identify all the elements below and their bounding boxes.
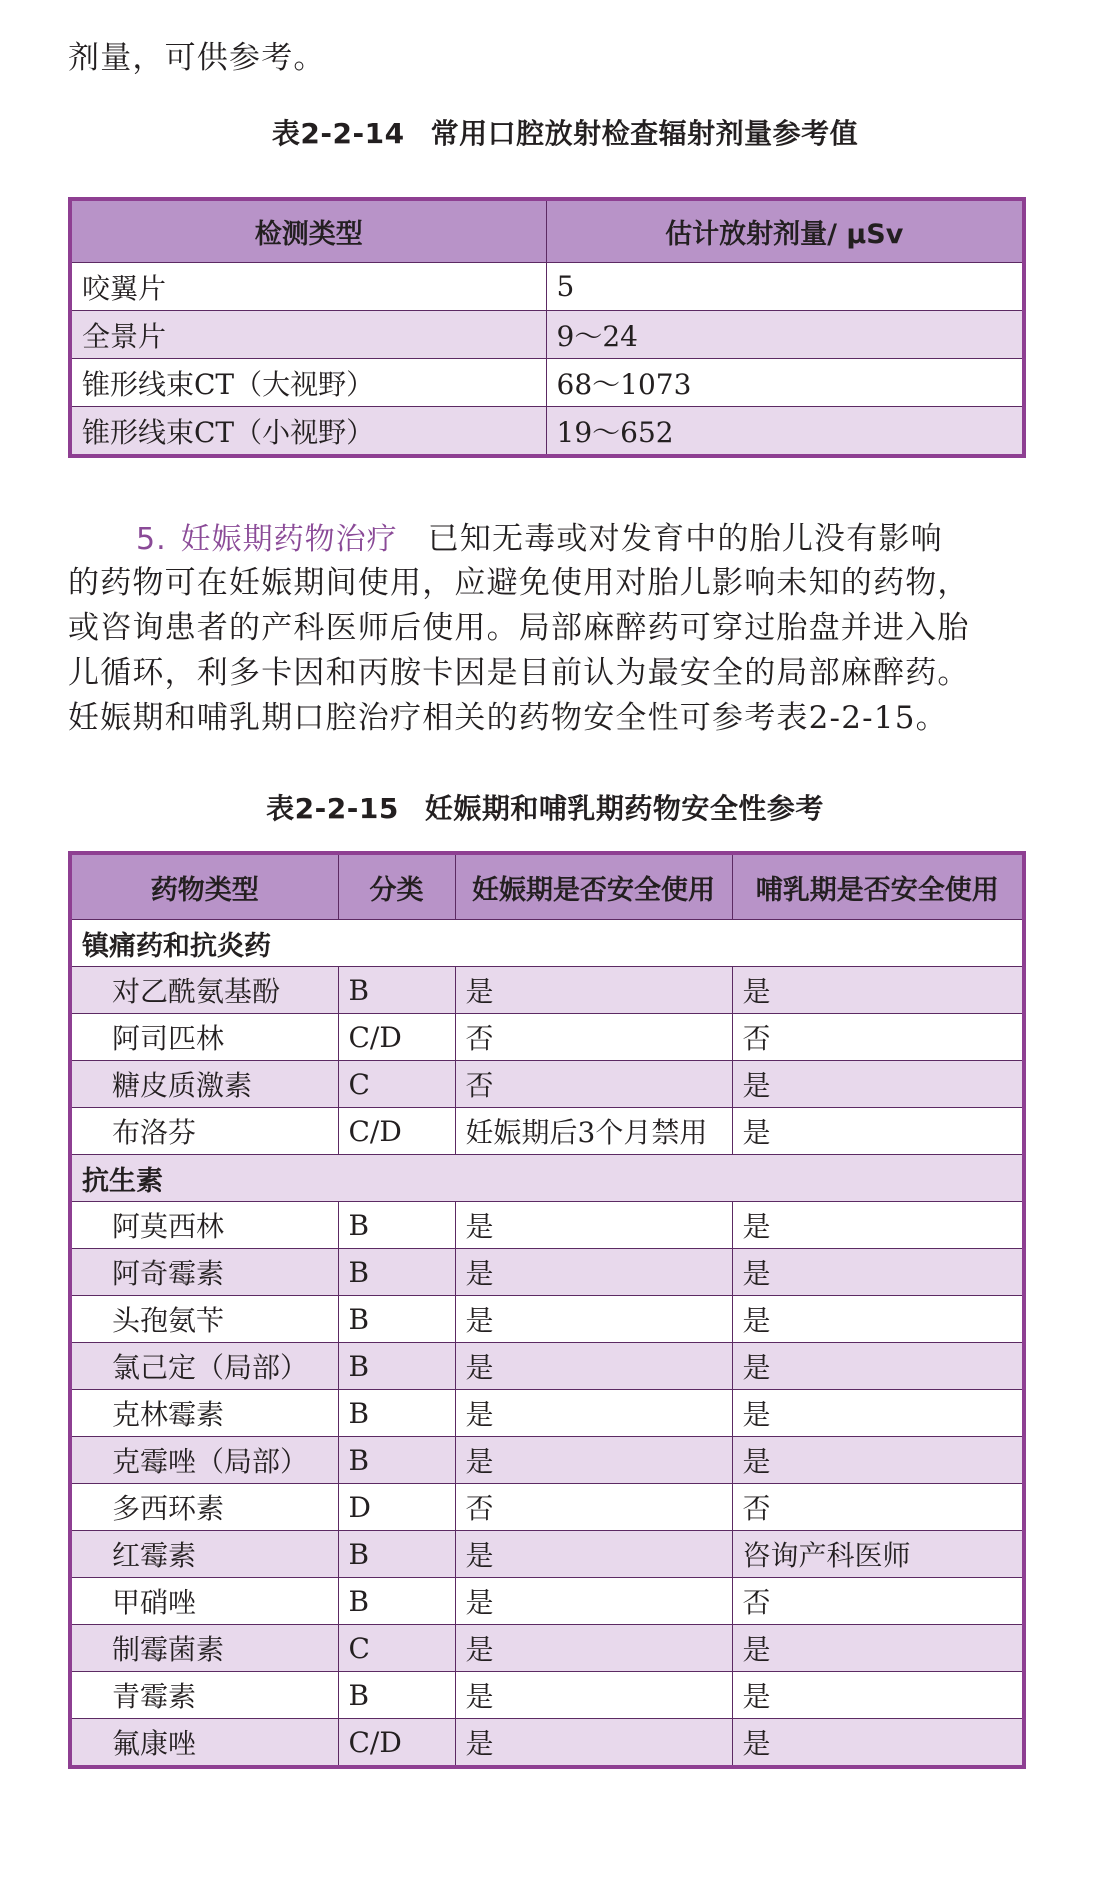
paragraph-line: 儿循环，利多卡因和丙胺卡因是目前认为最安全的局部麻醉药。: [68, 655, 970, 691]
pregnancy-cell: 是: [455, 1719, 732, 1768]
paragraph-line: 妊娠期和哺乳期口腔治疗相关的药物安全性可参考表2-2-15。: [68, 700, 948, 736]
lactation-cell: 是: [732, 1061, 1024, 1108]
pregnancy-cell: 是: [455, 1249, 732, 1296]
table2-caption-title: 妊娠期和哺乳期药物安全性参考: [424, 792, 824, 825]
table-cell: 9～24: [546, 311, 1024, 359]
table-row: [70, 967, 1024, 1014]
table-row: [70, 1672, 1024, 1719]
lactation-cell: 是: [732, 1672, 1024, 1719]
table-cell: 19～652: [546, 407, 1024, 457]
table-cell: 锥形线束CT（大视野）: [70, 359, 546, 407]
table-cell: 68～1073: [546, 359, 1024, 407]
table2-header-cell: 药物类型: [70, 853, 338, 920]
table-row: [70, 1014, 1024, 1061]
table-row: [70, 1249, 1024, 1296]
table2-caption-number: 表2-2-15: [266, 792, 399, 825]
table-row: [70, 359, 1024, 407]
table-row: [70, 1531, 1024, 1578]
pregnancy-cell: 是: [455, 1296, 732, 1343]
pregnancy-cell: 妊娠期后3个月禁用: [455, 1108, 732, 1155]
table2-header-cell: 哺乳期是否安全使用: [732, 853, 1024, 920]
table-row: [70, 1390, 1024, 1437]
table2-header-row: [70, 853, 1024, 920]
radiation-dose-table: [68, 197, 1026, 458]
category-cell: D: [338, 1484, 455, 1531]
table-row: [70, 1343, 1024, 1390]
drug-name-cell: 阿司匹林: [70, 1014, 338, 1061]
pregnancy-cell: 是: [455, 1578, 732, 1625]
intro-text: 剂量，可供参考。: [68, 40, 326, 76]
drug-name-cell: 对乙酰氨基酚: [70, 967, 338, 1014]
drug-name-cell: 制霉菌素: [70, 1625, 338, 1672]
category-cell: B: [338, 1531, 455, 1578]
lactation-cell: 是: [732, 1719, 1024, 1768]
section5-heading-text: 妊娠期药物治疗: [180, 522, 398, 557]
lactation-cell: 是: [732, 1343, 1024, 1390]
pregnancy-cell: 否: [455, 1014, 732, 1061]
drug-name-cell: 多西环素: [70, 1484, 338, 1531]
category-cell: C/D: [338, 1108, 455, 1155]
paragraph-line: 已知无毒或对发育中的胎儿没有影响: [427, 521, 943, 557]
pregnancy-cell: 是: [455, 1672, 732, 1719]
category-cell: C/D: [338, 1014, 455, 1061]
lactation-cell: 咨询产科医师: [732, 1531, 1024, 1578]
lactation-cell: 是: [732, 1108, 1024, 1155]
drug-name-cell: 阿奇霉素: [70, 1249, 338, 1296]
group-row: [70, 920, 1024, 967]
section5-heading: [136, 522, 398, 557]
category-cell: B: [338, 1202, 455, 1249]
drug-name-cell: 克霉唑（局部）: [70, 1437, 338, 1484]
table-cell: 5: [546, 263, 1024, 311]
drug-name-cell: 阿莫西林: [70, 1202, 338, 1249]
group-row: [70, 1155, 1024, 1202]
drug-name-cell: 糖皮质激素: [70, 1061, 338, 1108]
lactation-cell: 是: [732, 1437, 1024, 1484]
drug-safety-table: [68, 851, 1026, 1769]
table-row: [70, 263, 1024, 311]
table-row: [70, 311, 1024, 359]
table1-header-cell: 估计放射剂量/ μSv: [546, 199, 1024, 263]
drug-name-cell: 氟康唑: [70, 1719, 338, 1768]
pregnancy-cell: 是: [455, 1202, 732, 1249]
drug-name-cell: 红霉素: [70, 1531, 338, 1578]
lactation-cell: 否: [732, 1014, 1024, 1061]
drug-name-cell: 氯己定（局部）: [70, 1343, 338, 1390]
table-cell: 全景片: [70, 311, 546, 359]
table2-header-cell: 妊娠期是否安全使用: [455, 853, 732, 920]
category-cell: B: [338, 1437, 455, 1484]
category-cell: C: [338, 1625, 455, 1672]
table1-header-cell: 检测类型: [70, 199, 546, 263]
lactation-cell: 是: [732, 1249, 1024, 1296]
lactation-cell: 是: [732, 1390, 1024, 1437]
pregnancy-cell: 是: [455, 1531, 732, 1578]
pregnancy-cell: 否: [455, 1484, 732, 1531]
group-label: 抗生素: [70, 1155, 1024, 1202]
table-row: [70, 1202, 1024, 1249]
table-cell: 咬翼片: [70, 263, 546, 311]
lactation-cell: 否: [732, 1578, 1024, 1625]
drug-name-cell: 青霉素: [70, 1672, 338, 1719]
category-cell: C: [338, 1061, 455, 1108]
category-cell: B: [338, 1390, 455, 1437]
table-cell: 锥形线束CT（小视野）: [70, 407, 546, 457]
table1-caption: [55, 114, 1075, 154]
category-cell: B: [338, 1578, 455, 1625]
lactation-cell: 是: [732, 1296, 1024, 1343]
pregnancy-cell: 是: [455, 1625, 732, 1672]
section5-first-line: [136, 517, 943, 562]
table-row: [70, 1484, 1024, 1531]
category-cell: B: [338, 1343, 455, 1390]
table-row: [70, 1296, 1024, 1343]
drug-name-cell: 克林霉素: [70, 1390, 338, 1437]
table1-caption-number: 表2-2-14: [271, 117, 405, 150]
category-cell: B: [338, 967, 455, 1014]
table-row: [70, 1719, 1024, 1768]
table1-caption-title: 常用口腔放射检查辐射剂量参考值: [430, 117, 859, 150]
table1-header-row: [70, 199, 1024, 263]
paragraph-line: 或咨询患者的产科医师后使用。局部麻醉药可穿过胎盘并进入胎: [68, 610, 970, 646]
category-cell: B: [338, 1296, 455, 1343]
table2-caption: [35, 789, 1055, 829]
drug-name-cell: 甲硝唑: [70, 1578, 338, 1625]
table-row: [70, 407, 1024, 457]
category-cell: B: [338, 1672, 455, 1719]
pregnancy-cell: 是: [455, 967, 732, 1014]
table-row: [70, 1108, 1024, 1155]
table-row: [70, 1578, 1024, 1625]
section5-number: 5.: [136, 522, 167, 557]
table-row: [70, 1437, 1024, 1484]
category-cell: B: [338, 1249, 455, 1296]
table-row: [70, 1061, 1024, 1108]
lactation-cell: 是: [732, 967, 1024, 1014]
paragraph-line: 的药物可在妊娠期间使用，应避免使用对胎儿影响未知的药物，: [68, 565, 970, 601]
lactation-cell: 是: [732, 1202, 1024, 1249]
pregnancy-cell: 是: [455, 1437, 732, 1484]
lactation-cell: 是: [732, 1625, 1024, 1672]
table2-header-cell: 分类: [338, 853, 455, 920]
group-label: 镇痛药和抗炎药: [70, 920, 1024, 967]
pregnancy-cell: 是: [455, 1390, 732, 1437]
pregnancy-cell: 是: [455, 1343, 732, 1390]
table-row: [70, 1625, 1024, 1672]
drug-name-cell: 头孢氨苄: [70, 1296, 338, 1343]
category-cell: C/D: [338, 1719, 455, 1768]
drug-name-cell: 布洛芬: [70, 1108, 338, 1155]
lactation-cell: 否: [732, 1484, 1024, 1531]
pregnancy-cell: 否: [455, 1061, 732, 1108]
